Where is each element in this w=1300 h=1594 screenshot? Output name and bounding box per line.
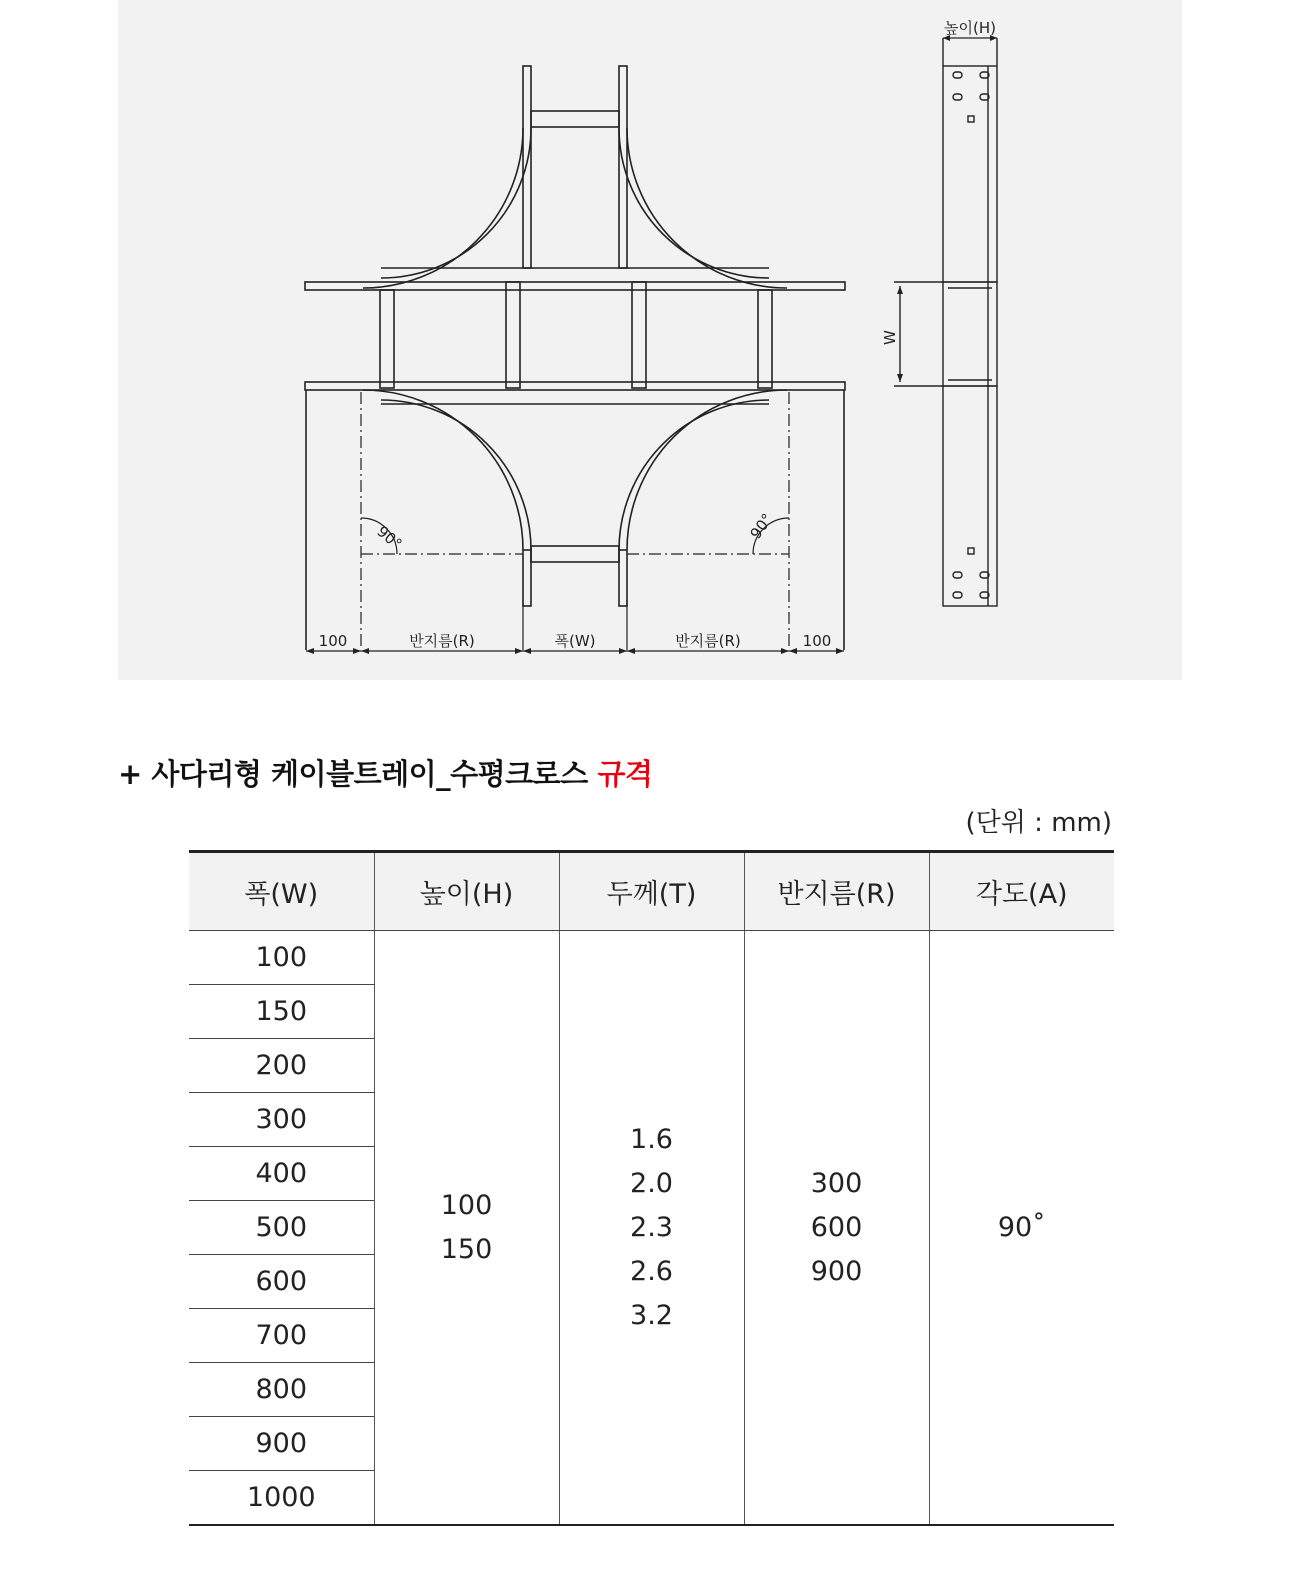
- radius-values: [744, 931, 929, 1526]
- table-row: [189, 931, 1114, 985]
- radius-value: 900: [810, 1255, 863, 1287]
- mid-right-rung: [632, 282, 646, 388]
- thickness-values: [559, 931, 744, 1526]
- header-radius: 반지름(R): [744, 852, 929, 931]
- bottom-rung: [531, 546, 619, 562]
- dim-radius-left: 반지름(R): [409, 632, 475, 650]
- radius-value: 300: [810, 1167, 863, 1199]
- top-rung: [531, 111, 619, 127]
- mid-left-rung: [506, 282, 520, 388]
- technical-drawing: [118, 0, 1182, 680]
- section-title-text: + 사다리형 케이블트레이_수평크로스: [118, 757, 598, 791]
- width-cell: 400: [189, 1147, 374, 1201]
- thickness-value: 2.3: [630, 1211, 673, 1243]
- width-cell: 1000: [189, 1471, 374, 1526]
- section-title: [118, 752, 652, 793]
- dim-radius-right: 반지름(R): [675, 632, 741, 650]
- bottom-right-rail: [619, 550, 627, 606]
- thickness-value: 3.2: [630, 1299, 673, 1331]
- angle-label-left: 90°: [373, 522, 406, 554]
- top-left-rail: [523, 66, 531, 268]
- angle-label-right: 90°: [746, 510, 777, 543]
- dim-width: 폭(W): [554, 632, 596, 650]
- height-label: 높이(H): [944, 19, 996, 37]
- height-value: 150: [440, 1233, 493, 1265]
- angle-value: 90˚: [929, 931, 1114, 1526]
- dim-100-left: 100: [318, 632, 348, 650]
- header-height: 높이(H): [374, 852, 559, 931]
- width-cell: 300: [189, 1093, 374, 1147]
- thickness-value: 2.6: [630, 1255, 673, 1287]
- thickness-value: 2.0: [630, 1167, 673, 1199]
- width-cell: 200: [189, 1039, 374, 1093]
- right-vertical-rung: [758, 290, 772, 388]
- header-thickness: 두께(T): [559, 852, 744, 931]
- height-value: 100: [440, 1189, 493, 1221]
- width-cell: 700: [189, 1309, 374, 1363]
- height-values: [374, 931, 559, 1526]
- width-cell: 150: [189, 985, 374, 1039]
- thickness-value: 1.6: [630, 1123, 673, 1155]
- table-header-row: [189, 852, 1114, 931]
- header-angle: 각도(A): [929, 852, 1114, 931]
- dim-100-right: 100: [802, 632, 832, 650]
- spec-table: [189, 850, 1114, 1526]
- bottom-left-rail: [523, 550, 531, 606]
- left-vertical-rung: [380, 290, 394, 388]
- section-title-accent: 규격: [597, 757, 653, 791]
- drawing-panel: [118, 0, 1182, 680]
- top-right-rail: [619, 66, 627, 268]
- width-cell: 900: [189, 1417, 374, 1471]
- width-cell: 500: [189, 1201, 374, 1255]
- width-cell: 100: [189, 931, 374, 985]
- width-label: W: [881, 330, 899, 345]
- width-cell: 600: [189, 1255, 374, 1309]
- width-cell: 800: [189, 1363, 374, 1417]
- radius-value: 600: [810, 1211, 863, 1243]
- header-width: 폭(W): [189, 852, 374, 931]
- unit-note: (단위 : mm): [965, 808, 1112, 838]
- side-view: [894, 38, 997, 606]
